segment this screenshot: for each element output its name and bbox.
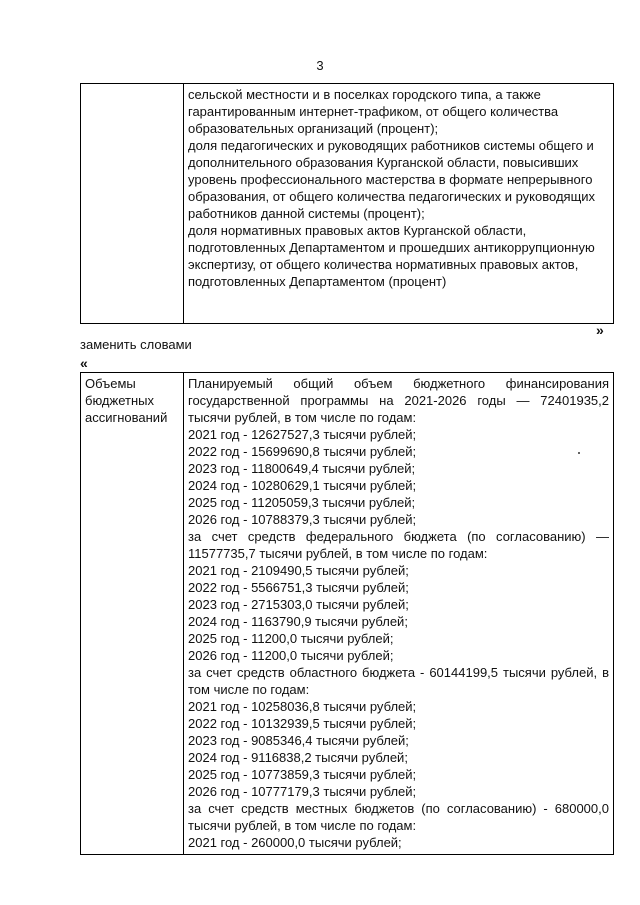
budget-allocations-table <box>80 372 614 855</box>
total-year-line: 2021 год - 12627527,3 тысячи рублей; <box>188 427 417 442</box>
regional-year-line: 2026 год - 10777179,3 тысячи рублей; <box>188 784 417 799</box>
budget-intro-paragraph: Планируемый общий объем бюджетного финансирования государственной программы на 2021-2026 годы — 72401935,2 тысячи рублей, в том числе по годам: <box>188 376 609 425</box>
regional-year-line: 2022 год - 10132939,5 тысячи рублей; <box>188 716 417 731</box>
total-year-line: 2026 год - 10788379,3 тысячи рублей; <box>188 512 417 527</box>
local-year-line: 2021 год - 260000,0 тысячи рублей; <box>188 835 402 850</box>
federal-year-line: 2021 год - 2109490,5 тысячи рублей; <box>188 563 409 578</box>
indicator-paragraph: сельской местности и в поселках городского типа, а также гарантированным интернет-трафиком, от общего количества образовательных организаций (процент); <box>188 87 559 136</box>
total-year-line: 2023 год - 11800649,4 тысячи рублей; <box>188 461 416 476</box>
budget-label-cell: Объемы бюджетных ассигнований <box>81 373 184 855</box>
federal-intro-paragraph: за счет средств федерального бюджета (по согласованию) — 11577735,7 тысячи рублей, в том числе по годам: <box>188 529 609 561</box>
total-year-line: 2024 год - 10280629,1 тысячи рублей; <box>188 478 417 493</box>
total-year-line: 2022 год - 15699690,8 тысячи рублей; <box>188 444 417 459</box>
page-number: 3 <box>316 58 324 73</box>
budget-text-cell <box>184 373 614 855</box>
regional-year-line: 2021 год - 10258036,8 тысячи рублей; <box>188 699 417 714</box>
regional-year-line: 2025 год - 10773859,3 тысячи рублей; <box>188 767 417 782</box>
replace-with-text: заменить словами <box>80 337 192 352</box>
indicators-table-fragment <box>80 83 614 324</box>
federal-year-line: 2024 год - 1163790,9 тысячи рублей; <box>188 614 408 629</box>
local-intro-paragraph: за счет средств местных бюджетов (по согласованию) - 680000,0 тысячи рублей, в том числе по годам: <box>188 801 609 833</box>
indicators-text-cell <box>184 84 614 324</box>
indicators-label-cell <box>81 84 184 324</box>
regional-year-line: 2023 год - 9085346,4 тысячи рублей; <box>188 733 409 748</box>
indicator-paragraph: доля педагогических и руководящих работников системы общего и дополнительного образования Курганской области, повысивших уровень профессионального мастерства в формате непрерывного образования, от общего количества педагогических и руководящих работников данной системы (процент); <box>188 138 596 221</box>
federal-year-line: 2023 год - 2715303,0 тысячи рублей; <box>188 597 409 612</box>
federal-year-line: 2022 год - 5566751,3 тысячи рублей; <box>188 580 409 595</box>
indicator-paragraph: доля нормативных правовых актов Курганской области, подготовленных Департаментом и прошедших антикоррупционную экспертизу, от общего количества нормативных правовых актов, подготовленных Департаментом (процент) <box>188 223 595 289</box>
table-row <box>81 373 614 855</box>
opening-quote: « <box>80 355 88 371</box>
table-row <box>81 84 614 324</box>
closing-quote: » <box>596 322 604 338</box>
total-year-line: 2025 год - 11205059,3 тысячи рублей; <box>188 495 416 510</box>
federal-year-line: 2026 год - 11200,0 тысячи рублей; <box>188 648 394 663</box>
regional-intro-paragraph: за счет средств областного бюджета - 60144199,5 тысячи рублей, в том числе по годам: <box>188 665 609 697</box>
federal-year-line: 2025 год - 11200,0 тысячи рублей; <box>188 631 394 646</box>
regional-year-line: 2024 год - 9116838,2 тысячи рублей; <box>188 750 408 765</box>
scan-speck <box>578 452 580 454</box>
